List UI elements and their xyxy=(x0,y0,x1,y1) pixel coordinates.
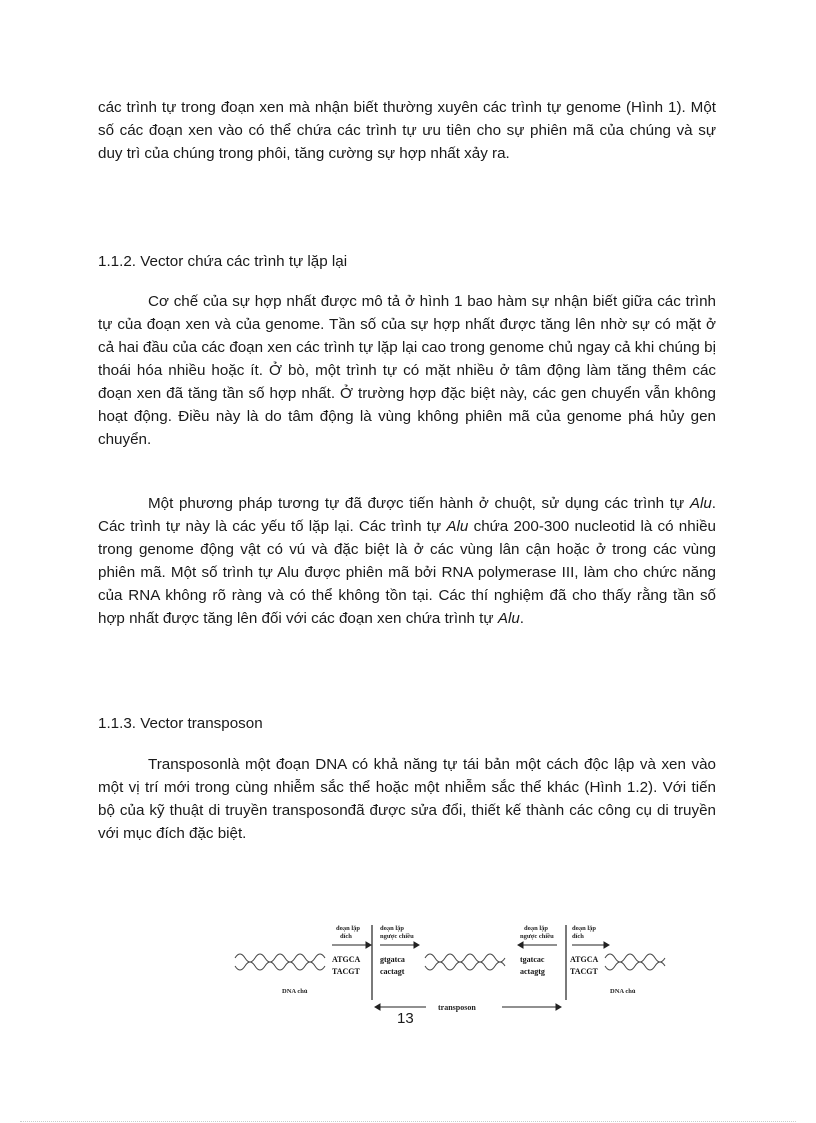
body-text-block xyxy=(98,492,716,630)
seq-gtgatca: gtgatca xyxy=(380,955,405,964)
alu-italic: Alu xyxy=(446,518,469,535)
page-bottom-border xyxy=(20,1121,796,1122)
section-heading-transposon-wrapper xyxy=(98,712,716,735)
seq-tgatcac: tgatcac xyxy=(520,955,545,964)
label-inverted-repeat-right-2: ngược chiều xyxy=(520,933,554,940)
transposon-diagram xyxy=(230,920,670,1012)
alu-text-part: . Các trình tự này là các yếu tố lặp lại. Các trình tự xyxy=(98,495,716,535)
section-heading-repeats-wrapper xyxy=(98,250,716,273)
arrow-transposon-span-left-head xyxy=(375,1004,380,1010)
arrow-inverted-left-head xyxy=(414,942,419,948)
alu-text-part: . xyxy=(519,610,524,627)
seq-cactagt: cactagt xyxy=(380,967,405,976)
label-direct-repeat-left-2: đích xyxy=(340,933,352,940)
dna-helix-left xyxy=(235,954,325,970)
arrow-direct-right-head xyxy=(604,942,609,948)
body-text-block xyxy=(98,290,716,451)
arrow-direct-left-head xyxy=(366,942,371,948)
dna-helix-right xyxy=(605,954,665,970)
label-inverted-repeat-left-1: đoạn lặp xyxy=(380,925,405,932)
body-text-block xyxy=(98,753,716,845)
seq-actagtg: actagtg xyxy=(520,967,545,976)
paragraph-integration-mechanism: Cơ chế của sự hợp nhất được mô tả ở hình 1 bao hàm sự nhận biết giữa các trình tự của đoạn xen và của genome. Tần số của sự hợp nhất được tăng lên nhờ sự có mặt ở cả hai đầu của các đoạn xen các trình tự lặp lại cao trong genome chủ ngay cả khi chúng bị thoái hóa nhiều hoặc ít. Ở bò, một trình tự có mặt nhiều ở tâm động làm tăng thêm các đoạn xen đã tăng tần số hợp nhất. Ở trường hợp đặc biệt này, các gen chuyển vẫn không hoạt động. Điều này là do tâm động là vùng không phiên mã của genome phá hủy gen chuyển. xyxy=(98,293,716,448)
alu-italic: Alu xyxy=(497,610,520,627)
arrow-transposon-span-right-head xyxy=(556,1004,561,1010)
seq-atgca-right: ATGCA xyxy=(570,955,599,964)
arrow-inverted-right-head xyxy=(518,942,523,948)
alu-text-part: Một phương pháp tương tự đã được tiến hành ở chuột, sử dụng các trình tự xyxy=(148,495,685,512)
seq-atgca-left: ATGCA xyxy=(332,955,361,964)
label-direct-repeat-left-1: đoạn lặp xyxy=(336,925,361,932)
label-inverted-repeat-left-2: ngược chiều xyxy=(380,933,414,940)
section-heading-transposon: 1.1.3. Vector transposon xyxy=(98,715,263,732)
body-text-block xyxy=(98,96,716,165)
dna-helix-center xyxy=(425,954,505,970)
seq-tacgt-left: TACGT xyxy=(332,967,360,976)
alu-italic: Alu xyxy=(689,495,712,512)
label-direct-repeat-right-2: đích xyxy=(572,933,584,940)
alu-text-part: chứa 200-300 nucleotid là có nhiều trong genome động vật có vú và đặc biệt là ở các vùng lân cận hoặc ở trong các vùng phiên mã. Một số trình tự Alu được phiên mã bởi RNA polymerase III, làm cho chức năng của RNA không rõ ràng và có thể không tồn tại. Các thí nghiệm đã cho thấy rằng tần số hợp nhất được tăng lên đối với các đoạn xen chứa trình tự xyxy=(98,518,716,627)
paragraph-transposon-definition: Transposonlà một đoạn DNA có khả năng tự tái bản một cách độc lập và xen vào một vị trí mới trong cùng nhiễm sắc thể hoặc một nhiễm sắc thể khác (Hình 1.2). Với tiến bộ của kỹ thuật di truyền transposonđã được sửa đổi, thiết kế thành các công cụ di truyền với mục đích đặc biệt. xyxy=(98,756,716,842)
page-number: 13 xyxy=(397,1010,414,1027)
paragraph-alu-method xyxy=(98,492,716,630)
label-host-dna-right: DNA chủ xyxy=(610,988,636,995)
section-heading-repeat-vector: 1.1.2. Vector chứa các trình tự lặp lại xyxy=(98,253,348,270)
paragraph-continuation: các trình tự trong đoạn xen mà nhận biết thường xuyên các trình tự genome (Hình 1). Một số các đoạn xen vào có thể chứa các trình tự ưu tiên cho sự phiên mã của chúng và sự duy trì của chúng trong phôi, tăng cường sự hợp nhất xảy ra. xyxy=(98,99,716,162)
seq-tacgt-right: TACGT xyxy=(570,967,598,976)
label-host-dna-left: DNA chủ xyxy=(282,988,308,995)
label-inverted-repeat-right-1: đoạn lặp xyxy=(524,925,549,932)
label-transposon: transposon xyxy=(438,1003,476,1012)
label-direct-repeat-right-1: đoạn lặp xyxy=(572,925,597,932)
